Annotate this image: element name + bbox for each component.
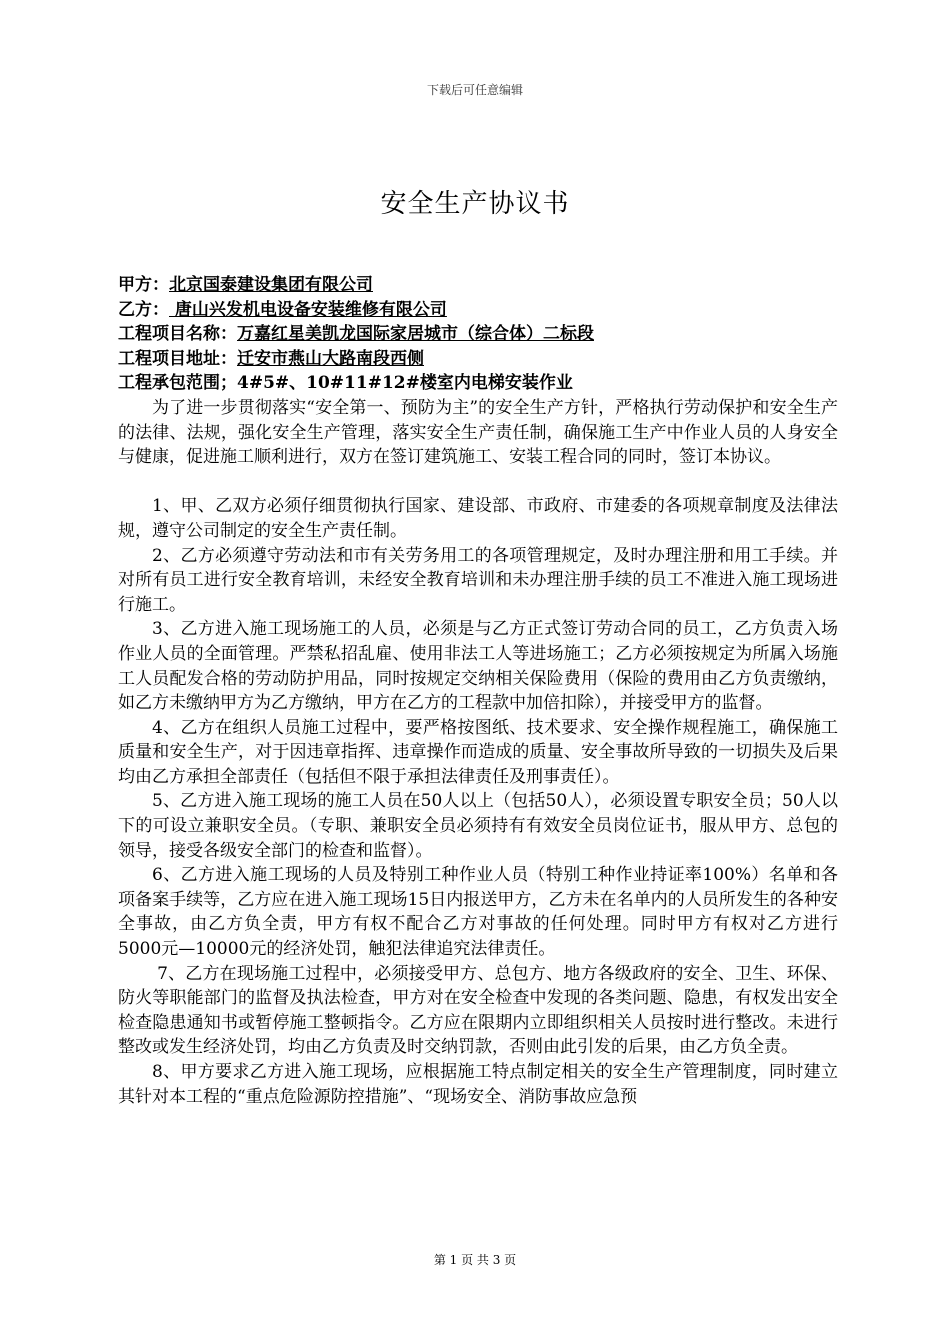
clause-8: 8、甲方要求乙方进入施工现场，应根据施工特点制定相关的安全生产管理制度，同时建立其针对本工程的“重点危险源防控措施”、“现场安全、消防事故应急预	[118, 1062, 838, 1107]
project-name-line	[118, 322, 838, 347]
clause-5: 5、乙方进入施工现场的施工人员在50人以上（包括50人），必须设置专职安全员；50人以下的可设立兼职安全员。（专职、兼职安全员必须持有有效安全员岗位证书，服从甲方、总包的领导，接受各级安全部门的检查和监督）。	[118, 791, 838, 861]
clause-4: 4、乙方在组织人员施工过程中，要严格按图纸、技术要求、安全操作规程施工，确保施工质量和安全生产，对于因违章指挥、违章操作而造成的质量、安全事故所导致的一切损失及后果均由乙方承担全部责任（包括但不限于承担法律责任及刑事责任）。	[118, 717, 838, 787]
page-header-note: 下载后可任意编辑	[426, 83, 523, 97]
document-title: 安全生产协议书	[380, 189, 570, 219]
clause-1: 1、甲、乙双方必须仔细贯彻执行国家、建设部、市政府、市建委的各项规章制度及法律法规，遵守公司制定的安全生产责任制。	[118, 496, 838, 541]
party-b-line	[118, 298, 838, 323]
project-address-label: 工程项目地址：	[118, 348, 237, 369]
clause-2: 2、乙方必须遵守劳动法和市有关劳务用工的各项管理规定，及时办理注册和用工手续。并对所有员工进行安全教育培训，未经安全教育培训和未办理注册手续的员工不准进入施工现场进行施工。	[118, 545, 838, 615]
party-a-line	[118, 273, 838, 298]
party-a-value: 北京国泰建设集团有限公司	[169, 275, 373, 295]
clause-7: 7、乙方在现场施工过程中，必须接受甲方、总包方、地方各级政府的安全、卫生、环保、防火等职能部门的监督及执法检查，甲方对在安全检查中发现的各类问题、隐患，有权发出安全检查隐患通知书或暂停施工整顿指令。乙方应在限期内立即组织相关人员按时进行整改。未进行整改或发生经济处罚，均由乙方负责及时交纳罚款，否则由此引发的后果，由乙方负全责。	[118, 963, 838, 1058]
party-b-value: 唐山兴发机电设备安装维修有限公司	[169, 299, 447, 320]
contract-scope: 工程承包范围；4#5#、10#11#12#楼室内电梯安装作业	[118, 373, 573, 394]
clause-3: 3、乙方进入施工现场施工的人员，必须是与乙方正式签订劳动合同的员工，乙方负责入场作业人员的全面管理。严禁私招乱雇、使用非法工人等进场施工；乙方必须按规定为所属入场施工人员配发合格的劳动防护用品，同时按规定交纳相关保险费用（保险的费用由乙方负责缴纳，如乙方未缴纳甲方为乙方缴纳，甲方在乙方的工程款中加倍扣除），并接受甲方的监督。	[118, 619, 838, 714]
document-body	[118, 273, 838, 1109]
project-address-value: 迁安市燕山大路南段西侧	[237, 348, 424, 369]
party-a-label: 甲方：	[118, 275, 169, 295]
page-footer-pagination: 第 1 页 共 3 页	[433, 1253, 517, 1267]
project-address-line	[118, 347, 838, 372]
project-name-value: 万嘉红星美凯龙国际家居城市（综合体）二标段	[237, 324, 594, 345]
party-b-label: 乙方：	[118, 299, 169, 320]
project-name-label: 工程项目名称：	[118, 324, 237, 345]
clause-6: 6、乙方进入施工现场的人员及特别工种作业人员（特别工种作业持证率100%）名单和各项备案手续等，乙方应在进入施工现场15日内报送甲方，乙方未在名单内的人员所发生的各种安全事故，由乙方负全责，甲方有权不配合乙方对事故的任何处理。同时甲方有权对乙方进行5000元—10000元的经济处罚，触犯法律追究法律责任。	[118, 865, 838, 960]
intro-paragraph: 为了进一步贯彻落实“安全第一、预防为主”的安全生产方针，严格执行劳动保护和安全生产的法律、法规，强化安全生产管理，落实安全生产责任制，确保施工生产中作业人员的人身安全与健康，促进施工顺利进行，双方在签订建筑施工、安装工程合同的同时，签订本协议。	[118, 397, 838, 468]
